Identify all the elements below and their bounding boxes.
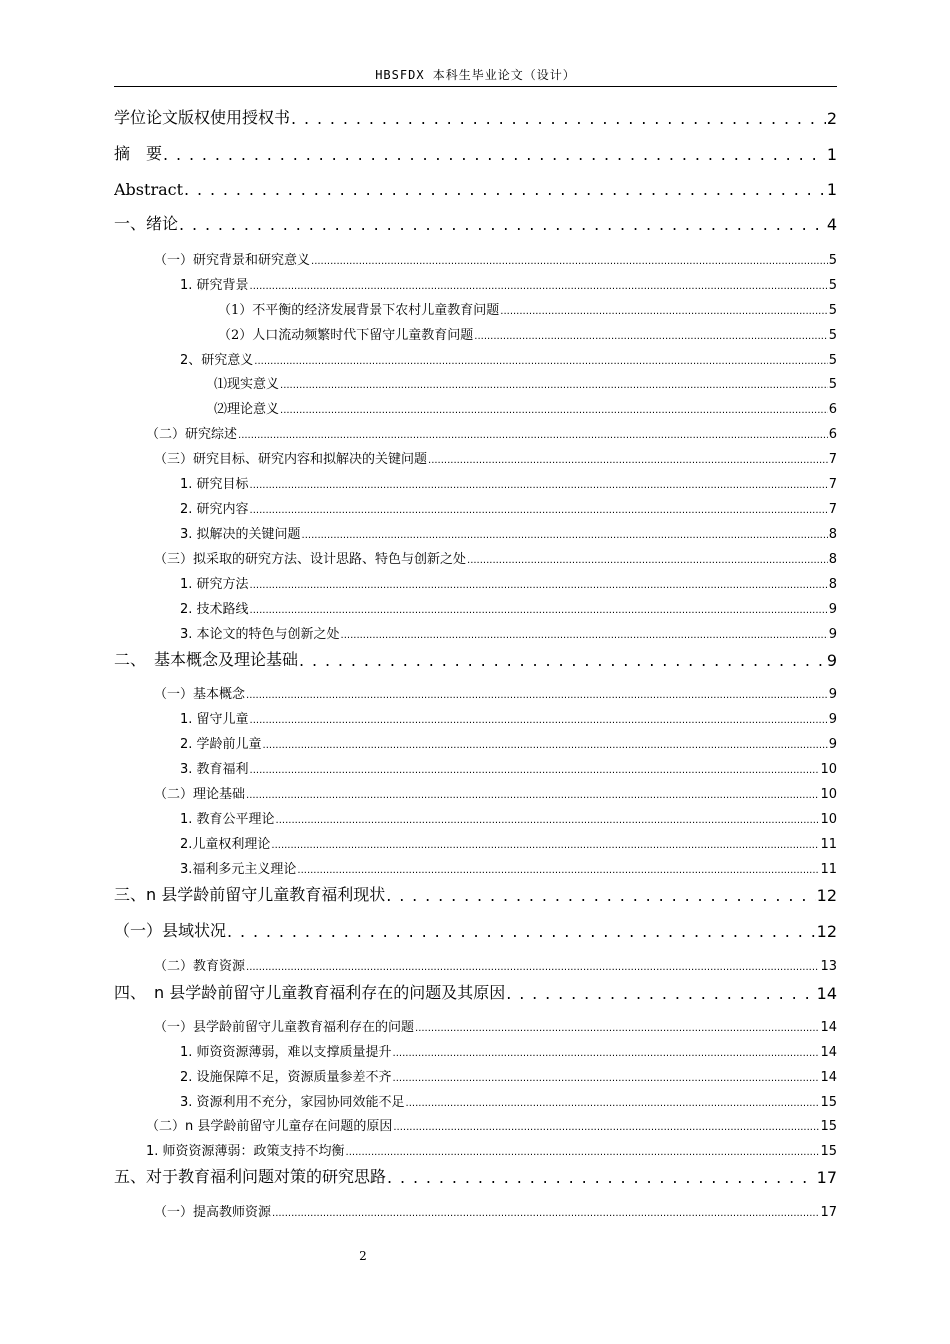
toc-entry-page: 8 xyxy=(828,577,837,592)
toc-entry-label: 五、对于教育福利问题对策的研究思路 xyxy=(114,1167,387,1186)
toc-entry[interactable] xyxy=(154,956,837,974)
toc-entry-label: 2、研究意义 xyxy=(180,353,254,368)
toc-leader xyxy=(184,180,826,199)
toc-entry[interactable] xyxy=(114,106,837,128)
toc-entry-page: 7 xyxy=(828,477,837,492)
toc-entry-page: 11 xyxy=(820,837,837,852)
toc-entry-page: 7 xyxy=(828,452,837,467)
toc-entry[interactable] xyxy=(180,1092,837,1110)
toc-entry-label: 摘 要 xyxy=(114,144,163,163)
toc-entry-page: 15 xyxy=(820,1119,837,1134)
toc-leader xyxy=(280,377,828,392)
toc-entry-label: ⑴现实意义 xyxy=(214,377,280,392)
toc-entry-label: 三、n 县学龄前留守儿童教育福利现状 xyxy=(114,885,386,904)
toc-entry-label: 3. 拟解决的关键问题 xyxy=(180,527,301,542)
toc-entry-page: 10 xyxy=(820,762,837,777)
toc-entry-page: 15 xyxy=(820,1095,837,1110)
page-footer xyxy=(0,1249,726,1263)
toc-entry[interactable] xyxy=(180,275,837,293)
toc-entry-page: 2 xyxy=(826,109,837,128)
toc-leader xyxy=(500,303,827,318)
toc-entry-page: 9 xyxy=(828,712,837,727)
toc-entry-page: 9 xyxy=(826,651,837,670)
toc-entry-label: 1. 研究背景 xyxy=(180,278,249,293)
toc-leader xyxy=(415,1020,819,1035)
toc-entry-page: 12 xyxy=(816,922,837,941)
toc-entry-label: Abstract xyxy=(114,180,184,199)
toc-entry-page: 5 xyxy=(828,253,837,268)
toc-leader xyxy=(302,527,828,542)
toc-entry-page: 9 xyxy=(828,687,837,702)
toc-entry-label: 1. 师资资源薄弱，难以支撑质量提升 xyxy=(180,1045,392,1060)
toc-entry-label: 3. 教育福利 xyxy=(180,762,249,777)
toc-entry[interactable] xyxy=(218,325,837,343)
toc-leader xyxy=(163,145,826,164)
toc-entry-label: 3.福利多元主义理论 xyxy=(180,862,297,877)
toc-entry[interactable] xyxy=(218,300,837,318)
toc-leader xyxy=(250,278,828,293)
toc-entry[interactable] xyxy=(180,759,837,777)
toc-entry-page: 14 xyxy=(816,984,837,1003)
toc-entry[interactable] xyxy=(114,142,837,164)
header-title: HBSFDX 本科生毕业论文（设计） xyxy=(375,68,576,82)
toc-leader xyxy=(393,1070,820,1085)
toc-entry-page: 10 xyxy=(820,787,837,802)
toc-leader xyxy=(393,1119,819,1134)
toc-entry-page: 7 xyxy=(828,502,837,517)
toc-entry-page: 17 xyxy=(820,1205,837,1220)
toc-leader xyxy=(280,402,828,417)
toc-entry-label: 学位论文版权使用授权书 xyxy=(114,108,291,127)
toc-entry[interactable] xyxy=(180,709,837,727)
toc-entry-page: 4 xyxy=(826,215,837,234)
toc-entry-page: 1 xyxy=(826,180,837,199)
toc-entry-page: 10 xyxy=(820,812,837,827)
toc-entry-label: （2）人口流动频繁时代下留守儿童教育问题 xyxy=(218,328,474,343)
toc-leader xyxy=(467,552,828,567)
toc-leader xyxy=(297,862,819,877)
toc-leader xyxy=(179,215,826,234)
toc-leader xyxy=(250,762,820,777)
toc-entry-label: （1）不平衡的经济发展背景下农村儿童教育问题 xyxy=(218,303,500,318)
toc-entry[interactable] xyxy=(180,734,837,752)
toc-entry[interactable] xyxy=(146,1116,837,1134)
toc-entry-page: 6 xyxy=(828,427,837,442)
toc-entry-label: （一）研究背景和研究意义 xyxy=(154,253,311,268)
toc-entry-label: （一）县学龄前留守儿童教育福利存在的问题 xyxy=(154,1020,415,1035)
toc-leader xyxy=(271,837,819,852)
toc-entry[interactable] xyxy=(180,809,837,827)
toc-entry[interactable] xyxy=(154,549,837,567)
toc-leader xyxy=(250,577,828,592)
toc-entry-label: （二）研究综述 xyxy=(146,427,238,442)
toc-entry-label: （三）研究目标、研究内容和拟解决的关键问题 xyxy=(154,452,428,467)
toc-entry-label: 1. 研究方法 xyxy=(180,577,249,592)
toc-entry-page: 5 xyxy=(828,278,837,293)
toc-entry-label: 3. 本论文的特色与创新之处 xyxy=(180,627,340,642)
toc-entry-label: 1. 教育公平理论 xyxy=(180,812,275,827)
toc-entry-page: 15 xyxy=(820,1144,837,1159)
toc-entry-label: 3. 资源利用不充分，家园协同效能不足 xyxy=(180,1095,405,1110)
toc-entry-page: 14 xyxy=(820,1020,837,1035)
toc-leader xyxy=(254,353,827,368)
toc-entry[interactable] xyxy=(180,1042,837,1060)
toc-entry-label: 2.儿童权利理论 xyxy=(180,837,271,852)
toc-leader xyxy=(246,959,819,974)
toc-leader xyxy=(346,1144,820,1159)
toc-entry[interactable] xyxy=(154,1017,837,1035)
toc-entry-page: 9 xyxy=(828,602,837,617)
toc-entry-page: 14 xyxy=(820,1045,837,1060)
toc-entry-page: 17 xyxy=(816,1168,837,1187)
toc-entry[interactable] xyxy=(114,177,837,199)
toc-entry[interactable] xyxy=(114,648,837,670)
toc-leader xyxy=(386,886,815,905)
toc-entry-label: 四、 n 县学龄前留守儿童教育福利存在的问题及其原因 xyxy=(114,983,506,1002)
toc-entry-page: 8 xyxy=(828,552,837,567)
toc-entry[interactable] xyxy=(180,624,837,642)
toc-entry-label: （一）县域状况 xyxy=(114,921,227,940)
toc-leader xyxy=(250,712,828,727)
toc-entry[interactable] xyxy=(114,1165,837,1187)
toc-entry[interactable] xyxy=(180,834,837,852)
toc-entry-page: 6 xyxy=(828,402,837,417)
toc-entry-label: （二）教育资源 xyxy=(154,959,246,974)
toc-leader xyxy=(299,651,826,670)
page-number: 2 xyxy=(359,1249,367,1263)
toc-leader xyxy=(291,109,826,128)
toc-entry-page: 1 xyxy=(826,145,837,164)
toc-leader xyxy=(250,502,828,517)
toc-entry[interactable] xyxy=(180,599,837,617)
toc-leader xyxy=(311,253,828,268)
toc-leader xyxy=(227,922,816,941)
toc-entry-label: 2. 学龄前儿童 xyxy=(180,737,262,752)
toc-leader xyxy=(272,1205,819,1220)
toc-entry[interactable] xyxy=(180,350,837,368)
toc-entry[interactable] xyxy=(180,1067,837,1085)
toc-entry[interactable] xyxy=(154,1202,837,1220)
toc-entry-label: 一、绪论 xyxy=(114,214,179,233)
toc-entry-label: 1. 研究目标 xyxy=(180,477,249,492)
toc-entry-page: 12 xyxy=(816,886,837,905)
toc-leader xyxy=(428,452,828,467)
toc-leader xyxy=(238,427,828,442)
toc-leader xyxy=(250,477,828,492)
toc-leader xyxy=(506,984,815,1003)
toc-entry-label: 1. 师资资源薄弱：政策支持不均衡 xyxy=(146,1144,345,1159)
toc-entry-page: 13 xyxy=(820,959,837,974)
toc-entry[interactable] xyxy=(180,859,837,877)
toc-entry[interactable] xyxy=(154,684,837,702)
toc-entry-label: 二、 基本概念及理论基础 xyxy=(114,650,299,669)
toc-entry[interactable] xyxy=(154,250,837,268)
toc-leader xyxy=(276,812,820,827)
toc-entry[interactable] xyxy=(154,784,837,802)
toc-entry[interactable] xyxy=(180,524,837,542)
toc-entry[interactable] xyxy=(114,212,837,234)
toc-entry-label: （三）拟采取的研究方法、设计思路、特色与创新之处 xyxy=(154,552,467,567)
toc-leader xyxy=(387,1168,816,1187)
toc-entry-label: （二）理论基础 xyxy=(154,787,246,802)
toc-entry[interactable] xyxy=(146,1141,837,1159)
toc-entry-page: 9 xyxy=(828,627,837,642)
toc-leader xyxy=(250,602,828,617)
toc-entry[interactable] xyxy=(180,474,837,492)
toc-leader xyxy=(474,328,827,343)
toc-entry[interactable] xyxy=(180,499,837,517)
toc-entry-page: 5 xyxy=(828,303,837,318)
toc-entry-page: 11 xyxy=(820,862,837,877)
toc-entry[interactable] xyxy=(114,981,837,1003)
toc-entry-label: ⑵理论意义 xyxy=(214,402,280,417)
toc-entry-page: 14 xyxy=(820,1070,837,1085)
toc-leader xyxy=(263,737,828,752)
toc-entry-page: 5 xyxy=(828,328,837,343)
toc-entry-label: （二）n 县学龄前留守儿童存在问题的原因 xyxy=(146,1119,393,1134)
toc-entry-page: 8 xyxy=(828,527,837,542)
toc-leader xyxy=(341,627,828,642)
toc-leader xyxy=(246,787,819,802)
toc-leader xyxy=(246,687,828,702)
toc-entry[interactable] xyxy=(114,883,837,905)
toc-entry-label: 2. 技术路线 xyxy=(180,602,249,617)
toc-entry-page: 5 xyxy=(828,377,837,392)
toc-entry-label: 1. 留守儿童 xyxy=(180,712,249,727)
toc-leader xyxy=(406,1095,820,1110)
toc-entry-label: 2. 设施保障不足，资源质量参差不齐 xyxy=(180,1070,392,1085)
toc-leader xyxy=(393,1045,820,1060)
toc-entry-page: 5 xyxy=(828,353,837,368)
toc-entry[interactable] xyxy=(146,424,837,442)
toc-entry[interactable] xyxy=(214,399,837,417)
toc-entry-label: （一）提高教师资源 xyxy=(154,1205,272,1220)
toc-entry[interactable] xyxy=(114,919,837,941)
toc-entry-label: （一）基本概念 xyxy=(154,687,246,702)
toc-entry[interactable] xyxy=(180,574,837,592)
toc-entry-label: 2. 研究内容 xyxy=(180,502,249,517)
toc-entry[interactable] xyxy=(214,374,837,392)
toc-entry-page: 9 xyxy=(828,737,837,752)
toc-entry[interactable] xyxy=(154,449,837,467)
